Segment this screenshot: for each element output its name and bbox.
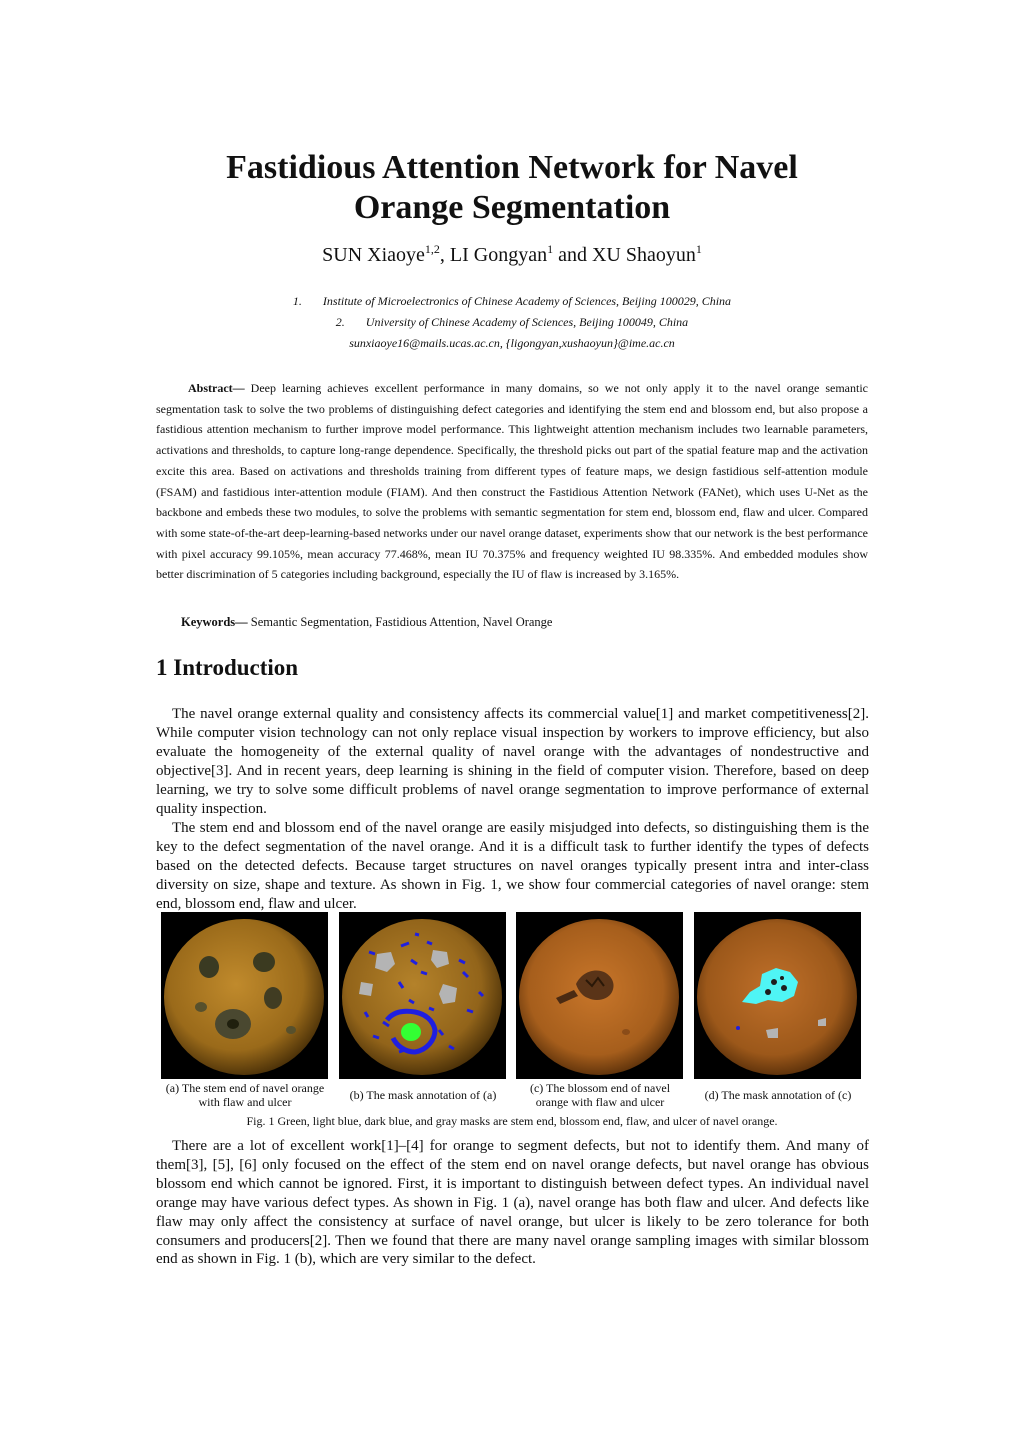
affiliation-number: 2. <box>335 315 345 329</box>
paragraph-text: There are a lot of excellent work[1]–[4] for orange to segment defects, but not to identify them. And many of them[3], [5], [6] only focused on the effect of the stem end on navel orange defects, but navel orange has obvious blossom end which cannot be ignored. First, it is important to distinguish between defect types. An individual navel orange may have various defect types. As shown in Fig. 1 (a), navel orange has both flaw and ulcer. And defects like flaw may only affect the consistency at surface of navel orange, but ulcer is likely to be zero tolerance for both consumers and producers[2]. Then we found that there are many navel orange sampling images with similar blossom end as shown in Fig. 1 (b), which are very similar to the defect. <box>156 1138 869 1268</box>
affiliation-text: University of Chinese Academy of Sciences, Beijing 100049, China <box>365 315 689 329</box>
author-emails: sunxiaoye16@mails.ucas.ac.cn, {ligongyan,xushaoyun}@ime.ac.cn <box>349 336 675 350</box>
affiliation-text: Institute of Microelectronics of Chinese Academy of Sciences, Beijing 100029, China <box>322 294 732 308</box>
author-name: LI Gongyan <box>449 244 548 266</box>
paper-title <box>0 148 1024 228</box>
figure-1d-mask-image <box>694 912 861 1079</box>
figure-1b-caption: (b) The mask annotation of (a) <box>349 1088 497 1102</box>
affiliation-number: 1. <box>292 294 302 308</box>
keywords <box>181 613 552 631</box>
author-name: XU Shaoyun <box>591 244 696 266</box>
title-line-2: Orange Segmentation <box>353 189 671 226</box>
intro-paragraph-1 <box>156 705 869 818</box>
author-list <box>0 242 1024 268</box>
keywords-label: Keywords— <box>181 615 248 629</box>
author-affiliation-mark: 1 <box>547 242 554 256</box>
figure-1b-mask-image <box>339 912 506 1079</box>
section-heading-introduction: 1 Introduction <box>156 655 299 680</box>
figure-1d-caption: (d) The mask annotation of (c) <box>704 1088 852 1102</box>
affiliation-1 <box>0 293 1024 309</box>
figure-1-caption: Fig. 1 Green, light blue, dark blue, and gray masks are stem end, blossom end, flaw, and ulcer of navel orange. <box>246 1114 778 1128</box>
intro-paragraph-3 <box>156 1137 869 1269</box>
keywords-text: Semantic Segmentation, Fastidious Attention, Navel Orange <box>250 615 553 629</box>
figure-1c-image <box>516 912 683 1079</box>
abstract-text: Deep learning achieves excellent performance in many domains, so we not only apply it to the navel orange semantic segmentation task to solve the two problems of distinguishing defect categories and identifying the stem end and blossom end, but also propose a fastidious attention mechanism to further improve model performance. This lightweight attention mechanism includes two learnable parameters, activations and thresholds, to capture long-range dependence. Specifically, the threshold picks out part of the spatial feature map and the activation excite this area. Based on activations and thresholds training from different types of feature maps, we design fastidious self-attention module (FSAM) and fastidious inter-attention module (FIAM). And then construct the Fastidious Attention Network (FANet), which uses U-Net as the backbone and embeds these two modules, to solve the problems with semantic segmentation for stem end, blossom end, flaw and ulcer. Compared with some state-of-the-art deep-learning-based networks under our navel orange dataset, experiments show that our network is the best performance with pixel accuracy 99.105%, mean accuracy 77.468%, mean IU 70.375% and frequency weighted IU 98.335%. And embedded modules show better discrimination of 5 categories including background, especially the IU of flaw is increased by 3.165%. <box>156 381 868 582</box>
affiliation-2 <box>0 314 1024 330</box>
title-line-1: Fastidious Attention Network for Navel <box>226 149 798 186</box>
intro-paragraph-2 <box>156 819 869 914</box>
paragraph-text: The navel orange external quality and consistency affects its commercial value[1] and market competitiveness[2]. While computer vision technology can not only replace visual inspection by workers to improve efficiency, but also evaluate the homogeneity of the external quality of navel orange with the advantages of nondestructive and objective[3]. And in recent years, deep learning is shining in the field of computer vision. Therefore, based on deep learning, we try to solve some difficult problems of navel orange segmentation to improve performance of external quality inspection. <box>156 706 869 817</box>
author-affiliation-mark: 1,2 <box>424 242 440 256</box>
figure-1a-image <box>161 912 328 1079</box>
abstract-label: Abstract— <box>188 381 245 395</box>
author-name: SUN Xiaoye <box>322 244 425 266</box>
figure-1a-caption: (a) The stem end of navel orange with flaw and ulcer <box>165 1081 325 1109</box>
author-separator: , <box>439 244 450 266</box>
figure-1c-caption: (c) The blossom end of navel orange with flaw and ulcer <box>529 1081 671 1109</box>
paragraph-text: The stem end and blossom end of the navel orange are easily misjudged into defects, so distinguishing them is the key to the defect segmentation of the navel orange. And it is a difficult task to further identify the types of defects based on the detected defects. Because target structures on navel oranges typically present intra and inter-class diversity on size, shape and texture. As shown in Fig. 1, we show four commercial categories of navel orange: stem end, blossom end, flaw and ulcer. <box>156 820 869 912</box>
author-separator: and <box>553 244 592 266</box>
abstract <box>156 378 868 585</box>
author-affiliation-mark: 1 <box>695 242 702 256</box>
